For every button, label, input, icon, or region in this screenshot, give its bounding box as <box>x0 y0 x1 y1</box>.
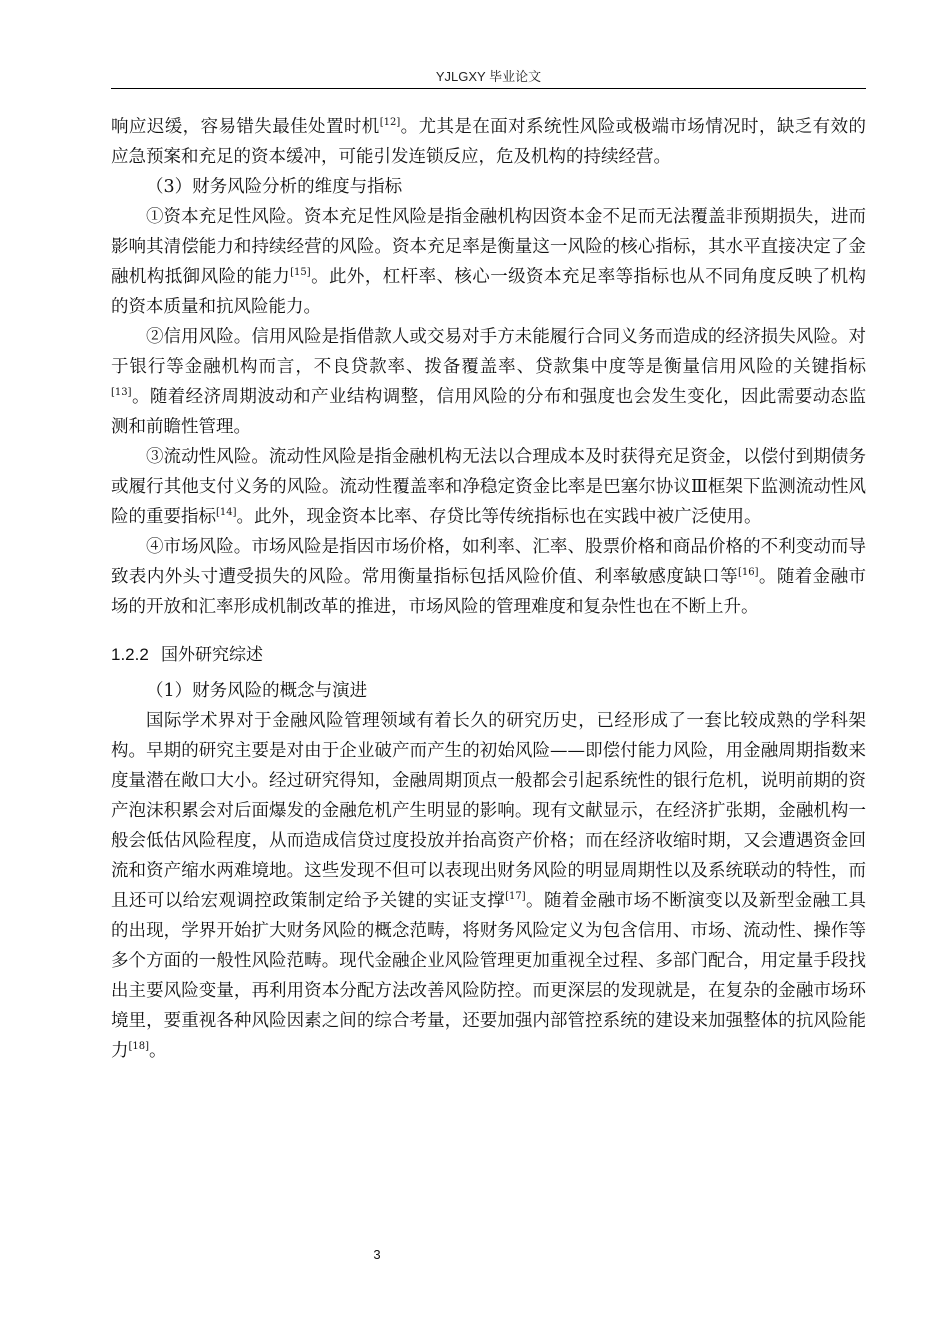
subheading-concept: （1）财务风险的概念与演进 <box>146 681 368 701</box>
paragraph-credit-risk: ②信用风险。信用风险是指借款人或交易对手方未能履行合同义务而造成的经济损失风险。对于银行等金融机构而言，不良贷款率、拨备覆盖率、贷款集中度等是衡量信用风险的关键指标[13]。随着经济周期波动和产业结构调整，信用风险的分布和强度也会发生变化，因此需要动态监测和前瞻性管理。 <box>111 327 866 437</box>
citation: [18] <box>128 1041 150 1053</box>
section-number: 1.2.2 <box>111 645 149 664</box>
citation: [14] <box>216 507 237 519</box>
section-heading <box>111 640 866 670</box>
header-rule <box>111 88 866 89</box>
citation: [15] <box>290 267 311 279</box>
citation: [17] <box>505 891 526 903</box>
section-title: 国外研究综述 <box>161 645 263 664</box>
document-body <box>111 112 866 1066</box>
subheading-dimensions: （3）财务风险分析的维度与指标 <box>146 177 403 197</box>
paragraph-liquidity-risk: ③流动性风险。流动性风险是指金融机构无法以合理成本及时获得充足资金，以偿付到期债务或履行其他支付义务的风险。流动性覆盖率和净稳定资金比率是巴塞尔协议Ⅲ框架下监测流动性风险的重要指标[14]。此外，现金资本比率、存贷比等传统指标也在实践中被广泛使用。 <box>111 447 866 527</box>
page-number: 3 <box>373 1247 381 1262</box>
citation: [16] <box>737 567 759 579</box>
paragraph-continuation: 响应迟缓，容易错失最佳处置时机[12]。尤其是在面对系统性风险或极端市场情况时，缺乏有效的应急预案和充足的资本缓冲，可能引发连锁反应，危及机构的持续经营。 <box>111 117 867 167</box>
paragraph-market-risk: ④市场风险。市场风险是指因市场价格，如利率、汇率、股票价格和商品价格的不利变动而导致表内外头寸遭受损失的风险。常用衡量指标包括风险价值、利率敏感度缺口等[16]。随着金融市场的开放和汇率形成机制改革的推进，市场风险的管理难度和复杂性也在不断上升。 <box>111 537 866 617</box>
citation: [13] <box>111 387 132 399</box>
paragraph-international-review: 国际学术界对于金融风险管理领域有着长久的研究历史，已经形成了一套比较成熟的学科架构。早期的研究主要是对由于企业破产而产生的初始风险——即偿付能力风险，用金融周期指数来度量潜在敞口大小。经过研究得知，金融周期顶点一般都会引起系统性的银行危机，说明前期的资产泡沫积累会对后面爆发的金融危机产生明显的影响。现有文献显示，在经济扩张期，金融机构一般会低估风险程度，从而造成信贷过度投放并抬高资产价格；而在经济收缩时期，又会遭遇资金回流和资产缩水两难境地。这些发现不但可以表现出财务风险的明显周期性以及系统联动的特性，而且还可以给宏观调控政策制定给予关键的实证支撑[17]。随着金融市场不断演变以及新型金融工具的出现，学界开始扩大财务风险的概念范畴，将财务风险定义为包含信用、市场、流动性、操作等多个方面的一般性风险范畴。现代金融企业风险管理更加重视全过程、多部门配合，用定量手段找出主要风险变量，再利用资本分配方法改善风险防控。而更深层的发现就是，在复杂的金融市场环境里，要重视各种风险因素之间的综合考量，还要加强内部管控系统的建设来加强整体的抗风险能力[18]。 <box>111 711 867 1061</box>
running-header: YJLGXY 毕业论文 <box>435 69 542 84</box>
paragraph-capital-risk: ①资本充足性风险。资本充足性风险是指金融机构因资本金不足而无法覆盖非预期损失，进而影响其清偿能力和持续经营的风险。资本充足率是衡量这一风险的核心指标，其水平直接决定了金融机构抵御风险的能力[15]。此外，杠杆率、核心一级资本充足率等指标也从不同角度反映了机构的资本质量和抗风险能力。 <box>111 207 866 317</box>
citation: [12] <box>379 117 401 129</box>
